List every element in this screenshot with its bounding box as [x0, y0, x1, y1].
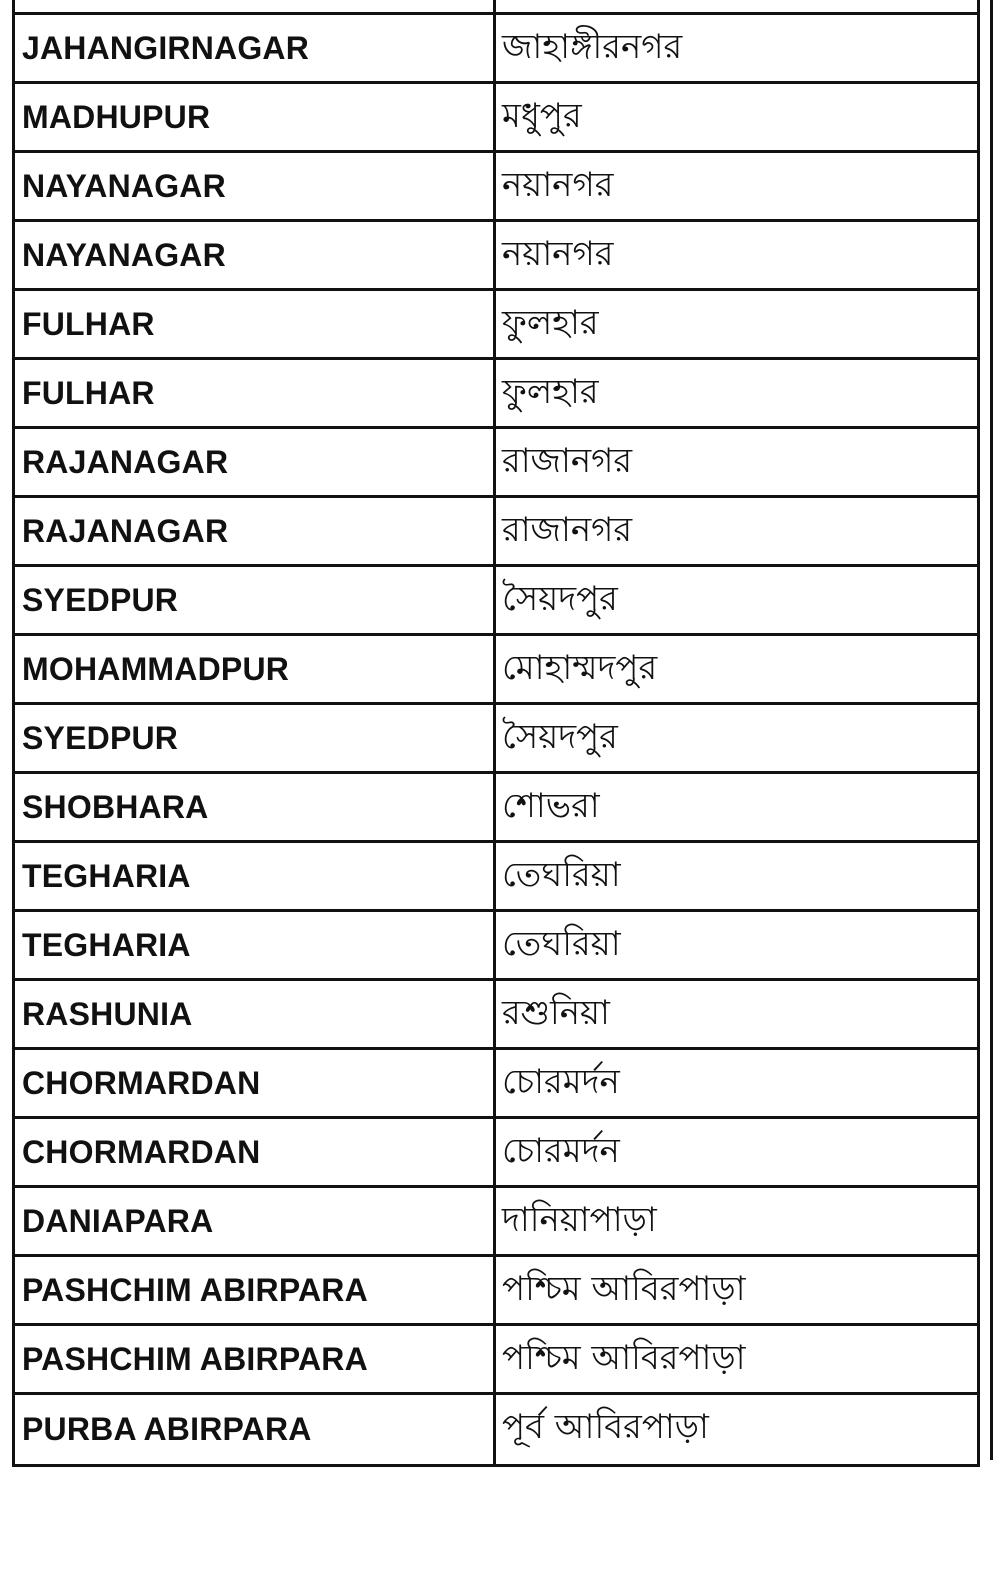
english-name-cell: PASHCHIM ABIRPARA [15, 1257, 496, 1323]
table-row [15, 222, 977, 291]
english-name-cell: RAJANAGAR [15, 498, 496, 564]
table-row [15, 15, 977, 84]
english-name-cell: TEGHARIA [15, 912, 496, 978]
table-row [15, 291, 977, 360]
bengali-name-cell: ফুলহার [502, 372, 599, 412]
table-header-cut-cell [15, 0, 496, 12]
english-name-cell: SYEDPUR [15, 705, 496, 771]
bengali-name-cell: রাজানগর [502, 441, 633, 481]
bengali-name-cell: সৈয়দপুর [502, 579, 618, 619]
english-name-cell: PURBA ABIRPARA [15, 1395, 496, 1464]
bengali-name-cell: মোহাম্মদপুর [502, 648, 658, 688]
table-row [15, 1188, 977, 1257]
english-name-cell: RAJANAGAR [15, 429, 496, 495]
bengali-name-cell: তেঘরিয়া [502, 924, 621, 964]
table-row [15, 1395, 977, 1464]
table-row [15, 636, 977, 705]
bengali-name-cell: জাহাঙ্গীরনগর [502, 27, 683, 67]
bengali-name-cell: রাজানগর [502, 510, 633, 550]
bengali-name-cell: পূর্ব আবিরপাড়া [502, 1407, 709, 1447]
english-name-cell: FULHAR [15, 291, 496, 357]
table-row [15, 153, 977, 222]
table-row [15, 429, 977, 498]
table-row [15, 1119, 977, 1188]
bengali-name-cell: রশুনিয়া [502, 993, 610, 1033]
table-row [15, 912, 977, 981]
table-row [15, 705, 977, 774]
table-row [15, 843, 977, 912]
table-row [15, 774, 977, 843]
bengali-name-cell: পশ্চিম আবিরপাড়া [502, 1338, 746, 1378]
english-name-cell: FULHAR [15, 360, 496, 426]
english-name-cell: PASHCHIM ABIRPARA [15, 1326, 496, 1392]
english-name-cell: RASHUNIA [15, 981, 496, 1047]
table-header-cut [15, 0, 977, 15]
bengali-name-cell: ফুলহার [502, 303, 599, 343]
bengali-name-cell: তেঘরিয়া [502, 855, 621, 895]
table-row [15, 1257, 977, 1326]
table-row [15, 981, 977, 1050]
table-row [15, 567, 977, 636]
english-name-cell: SYEDPUR [15, 567, 496, 633]
table-row [15, 1050, 977, 1119]
bengali-name-cell: চোরমর্দন [502, 1131, 620, 1171]
english-name-cell: DANIAPARA [15, 1188, 496, 1254]
bengali-name-cell: মধুপুর [502, 96, 582, 136]
bengali-name-cell: দানিয়াপাড়া [502, 1200, 657, 1240]
english-name-cell: SHOBHARA [15, 774, 496, 840]
bengali-name-cell: শোভরা [502, 786, 600, 826]
english-name-cell: TEGHARIA [15, 843, 496, 909]
table-row [15, 360, 977, 429]
bengali-name-cell: নয়ানগর [502, 165, 614, 205]
bengali-name-cell: সৈয়দপুর [502, 717, 618, 757]
english-name-cell: NAYANAGAR [15, 222, 496, 288]
table-outer-border [990, 0, 993, 1460]
bengali-name-cell: নয়ানগর [502, 234, 614, 274]
english-name-cell: MOHAMMADPUR [15, 636, 496, 702]
place-names-table [12, 0, 980, 1467]
table-row [15, 1326, 977, 1395]
english-name-cell: JAHANGIRNAGAR [15, 15, 496, 81]
english-name-cell: MADHUPUR [15, 84, 496, 150]
table-row [15, 498, 977, 567]
english-name-cell: CHORMARDAN [15, 1119, 496, 1185]
bengali-name-cell: পশ্চিম আবিরপাড়া [502, 1269, 746, 1309]
english-name-cell: NAYANAGAR [15, 153, 496, 219]
bengali-name-cell: চোরমর্দন [502, 1062, 620, 1102]
english-name-cell: CHORMARDAN [15, 1050, 496, 1116]
table-row [15, 84, 977, 153]
